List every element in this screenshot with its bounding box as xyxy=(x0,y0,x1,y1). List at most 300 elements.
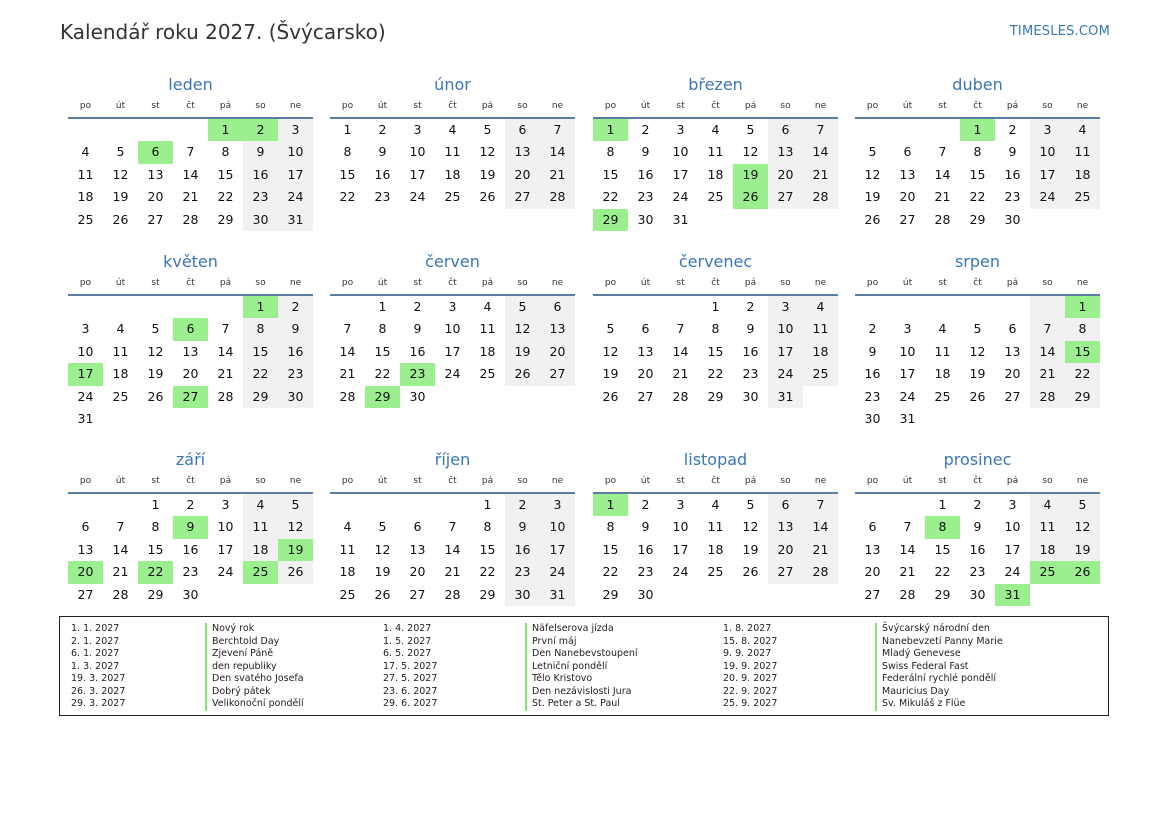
weekday-label: ne xyxy=(814,101,827,111)
day-cell: 14 xyxy=(1030,341,1065,363)
empty-cell xyxy=(400,494,435,516)
day-cell: 24 xyxy=(77,388,94,404)
day-cell: 20 xyxy=(1004,366,1021,382)
day-cell: 11 xyxy=(77,166,94,182)
day-cell: 6 xyxy=(505,119,540,141)
empty-cell xyxy=(68,119,103,141)
day-cell: 13 xyxy=(768,141,803,163)
day-cell: 19 xyxy=(147,366,164,382)
day-cell: 8 xyxy=(151,519,160,535)
month-name: květen xyxy=(163,252,218,271)
holiday-name: Tělo Kristovo xyxy=(525,673,592,686)
day-cell: 8 xyxy=(343,144,352,160)
month-2 xyxy=(593,74,838,231)
weekday-label: po xyxy=(604,278,617,288)
day-cell: 2 xyxy=(868,321,877,337)
day-cell: 23 xyxy=(505,561,540,583)
weekday-label: pá xyxy=(744,476,757,486)
holiday-name: Nanebevzetí Panny Marie xyxy=(875,636,1003,649)
day-cell: 7 xyxy=(803,494,838,516)
weekday-label: ne xyxy=(289,101,302,111)
weekday-label: st xyxy=(938,278,947,288)
month-10 xyxy=(593,449,838,606)
day-cell: 25 xyxy=(243,561,278,583)
empty-cell xyxy=(925,119,960,141)
empty-cell xyxy=(1065,408,1100,430)
day-cell: 4 xyxy=(938,321,947,337)
day-cell: 16 xyxy=(374,166,391,182)
weekday-label: pá xyxy=(481,278,494,288)
month-name: duben xyxy=(952,75,1003,94)
day-cell: 27 xyxy=(173,386,208,408)
day-cell: 17 xyxy=(1004,541,1021,557)
day-cell: 21 xyxy=(217,366,234,382)
day-cell: 6 xyxy=(903,144,912,160)
weekday-label: so xyxy=(255,101,266,111)
empty-cell xyxy=(208,584,243,606)
day-cell: 21 xyxy=(182,189,199,205)
day-cell: 16 xyxy=(637,166,654,182)
day-cell: 5 xyxy=(378,519,387,535)
holiday-date: 6. 1. 2027 xyxy=(71,648,120,659)
empty-cell xyxy=(365,494,400,516)
month-5 xyxy=(330,251,575,408)
day-cell: 7 xyxy=(221,321,230,337)
holiday-date: 25. 9. 2027 xyxy=(723,698,778,709)
weekday-label: út xyxy=(115,101,126,111)
day-cell: 17 xyxy=(409,166,426,182)
weekday-label: pá xyxy=(219,476,232,486)
day-cell: 15 xyxy=(969,166,986,182)
holiday-date: 15. 8. 2027 xyxy=(723,635,778,647)
weekday-header xyxy=(855,474,1100,494)
day-cell: 16 xyxy=(243,164,278,186)
weekday-label: čt xyxy=(711,476,720,486)
month-11 xyxy=(855,449,1100,606)
empty-cell xyxy=(855,119,890,141)
day-cell: 8 xyxy=(925,516,960,538)
day-cell: 22 xyxy=(243,363,278,385)
day-cell: 10 xyxy=(217,519,234,535)
day-cell: 19 xyxy=(374,564,391,580)
day-grid xyxy=(593,494,838,606)
day-cell: 4 xyxy=(81,144,90,160)
weekday-label: út xyxy=(640,278,651,288)
day-cell: 26 xyxy=(864,211,881,227)
day-cell: 23 xyxy=(637,189,654,205)
day-cell: 5 xyxy=(746,122,755,137)
month-name: leden xyxy=(168,75,213,94)
empty-cell xyxy=(138,408,173,430)
weekday-label: pá xyxy=(481,476,494,486)
empty-cell xyxy=(470,386,505,408)
day-cell: 5 xyxy=(505,296,540,318)
day-cell: 11 xyxy=(934,343,951,359)
day-cell: 12 xyxy=(147,343,164,359)
weekday-header xyxy=(855,99,1100,119)
empty-cell xyxy=(1030,209,1065,231)
day-cell: 30 xyxy=(409,388,426,404)
empty-cell xyxy=(628,296,663,318)
weekday-label: so xyxy=(255,278,266,288)
holiday-date: 9. 9. 2027 xyxy=(723,648,772,659)
holiday-name: Sv. Mikuláš z Flüe xyxy=(875,698,965,711)
day-cell: 3 xyxy=(903,321,912,337)
day-cell: 30 xyxy=(1004,211,1021,227)
weekday-label: st xyxy=(413,476,422,486)
day-cell: 24 xyxy=(444,366,461,382)
day-cell: 11 xyxy=(707,519,724,535)
day-cell: 26 xyxy=(479,189,496,205)
empty-cell xyxy=(208,296,243,318)
weekday-label: út xyxy=(115,278,126,288)
empty-cell xyxy=(593,296,628,318)
day-cell: 2 xyxy=(378,122,387,137)
day-cell: 26 xyxy=(278,561,313,583)
holiday-date: 22. 9. 2027 xyxy=(723,685,778,697)
weekday-label: pá xyxy=(219,278,232,288)
day-cell: 31 xyxy=(540,584,575,606)
empty-cell xyxy=(803,584,838,606)
empty-cell xyxy=(173,119,208,141)
weekday-label: po xyxy=(79,476,92,486)
day-cell: 4 xyxy=(483,299,492,314)
month-4 xyxy=(68,251,313,430)
day-cell: 29 xyxy=(365,386,400,408)
day-grid xyxy=(593,296,838,408)
day-cell: 18 xyxy=(444,166,461,182)
weekday-label: ne xyxy=(814,278,827,288)
empty-cell xyxy=(960,408,995,430)
month-7 xyxy=(855,251,1100,430)
weekday-label: st xyxy=(676,278,685,288)
day-cell: 25 xyxy=(803,363,838,385)
day-cell: 8 xyxy=(243,318,278,340)
day-cell: 27 xyxy=(540,363,575,385)
day-cell: 12 xyxy=(864,166,881,182)
day-cell: 25 xyxy=(444,189,461,205)
weekday-header xyxy=(593,99,838,119)
day-cell: 19 xyxy=(733,164,768,186)
day-cell: 28 xyxy=(339,388,356,404)
day-cell: 14 xyxy=(217,343,234,359)
day-grid xyxy=(68,494,313,606)
day-cell: 29 xyxy=(243,386,278,408)
day-cell: 15 xyxy=(339,166,356,182)
day-cell: 21 xyxy=(672,366,689,382)
day-cell: 11 xyxy=(444,144,461,160)
empty-cell xyxy=(995,296,1030,318)
day-cell: 28 xyxy=(899,586,916,602)
day-cell: 22 xyxy=(138,561,173,583)
day-cell: 19 xyxy=(505,341,540,363)
month-1 xyxy=(330,74,575,209)
holiday-name: První máj xyxy=(525,636,577,649)
day-cell: 29 xyxy=(1065,386,1100,408)
day-cell: 29 xyxy=(147,586,164,602)
day-cell: 5 xyxy=(483,122,492,137)
day-cell: 17 xyxy=(217,541,234,557)
day-cell: 29 xyxy=(602,586,619,602)
empty-cell xyxy=(243,584,278,606)
day-cell: 30 xyxy=(864,410,881,426)
empty-cell xyxy=(173,408,208,430)
holiday-date: 1. 5. 2027 xyxy=(383,635,432,647)
day-cell: 21 xyxy=(934,189,951,205)
weekday-label: ne xyxy=(289,476,302,486)
empty-cell xyxy=(663,296,698,318)
day-cell: 27 xyxy=(637,388,654,404)
weekday-header xyxy=(68,276,313,296)
day-cell: 19 xyxy=(112,189,129,205)
weekday-label: ne xyxy=(1076,476,1089,486)
day-cell: 9 xyxy=(1008,144,1017,160)
month-name: listopad xyxy=(683,450,748,469)
day-cell: 2 xyxy=(505,494,540,516)
day-cell: 30 xyxy=(742,388,759,404)
day-cell: 5 xyxy=(606,321,615,337)
day-cell: 10 xyxy=(77,343,94,359)
weekday-label: so xyxy=(780,101,791,111)
weekday-label: ne xyxy=(1076,101,1089,111)
day-cell: 28 xyxy=(803,561,838,583)
holiday-name: Zjevení Páně xyxy=(205,648,273,661)
day-cell: 23 xyxy=(1004,189,1021,205)
day-cell: 16 xyxy=(1004,166,1021,182)
day-cell: 6 xyxy=(540,296,575,318)
weekday-label: st xyxy=(676,101,685,111)
day-cell: 12 xyxy=(969,343,986,359)
day-cell: 7 xyxy=(803,119,838,141)
day-cell: 12 xyxy=(742,519,759,535)
day-cell: 24 xyxy=(768,363,803,385)
weekday-label: čt xyxy=(973,278,982,288)
day-cell: 17 xyxy=(68,363,103,385)
day-cell: 22 xyxy=(602,189,619,205)
holiday-date: 1. 8. 2027 xyxy=(723,623,772,634)
empty-cell xyxy=(330,296,365,318)
empty-cell xyxy=(103,119,138,141)
empty-cell xyxy=(890,119,925,141)
day-cell: 3 xyxy=(676,122,685,137)
day-cell: 10 xyxy=(540,516,575,538)
month-0 xyxy=(68,74,313,231)
day-cell: 4 xyxy=(116,321,125,337)
day-cell: 26 xyxy=(1065,561,1100,583)
empty-cell xyxy=(1065,209,1100,231)
weekday-label: út xyxy=(902,476,913,486)
day-cell: 15 xyxy=(217,166,234,182)
day-cell: 22 xyxy=(1065,363,1100,385)
day-cell: 26 xyxy=(505,363,540,385)
weekday-label: út xyxy=(640,101,651,111)
empty-cell xyxy=(540,386,575,408)
day-cell: 7 xyxy=(1030,318,1065,340)
weekday-label: čt xyxy=(448,278,457,288)
day-cell: 14 xyxy=(934,166,951,182)
day-cell: 7 xyxy=(186,144,195,160)
day-cell: 18 xyxy=(1065,164,1100,186)
month-name: březen xyxy=(688,75,743,94)
weekday-label: st xyxy=(938,101,947,111)
day-cell: 19 xyxy=(602,366,619,382)
day-cell: 29 xyxy=(593,209,628,231)
holiday-name: Federální rychlé pondělí xyxy=(875,673,996,686)
day-cell: 22 xyxy=(602,564,619,580)
day-cell: 14 xyxy=(540,141,575,163)
day-cell: 25 xyxy=(112,388,129,404)
weekday-label: čt xyxy=(448,476,457,486)
weekday-label: st xyxy=(413,101,422,111)
day-cell: 5 xyxy=(746,497,755,512)
weekday-label: so xyxy=(780,278,791,288)
day-cell: 29 xyxy=(479,586,496,602)
day-cell: 24 xyxy=(1030,186,1065,208)
day-cell: 14 xyxy=(112,541,129,557)
day-cell: 16 xyxy=(742,343,759,359)
day-cell: 3 xyxy=(768,296,803,318)
weekday-label: po xyxy=(341,101,354,111)
day-cell: 17 xyxy=(768,341,803,363)
day-cell: 17 xyxy=(672,541,689,557)
day-cell: 4 xyxy=(803,296,838,318)
day-cell: 15 xyxy=(1065,341,1100,363)
day-cell: 13 xyxy=(540,318,575,340)
weekday-label: po xyxy=(866,278,879,288)
empty-cell xyxy=(698,584,733,606)
month-8 xyxy=(68,449,313,606)
day-cell: 3 xyxy=(540,494,575,516)
day-cell: 3 xyxy=(221,497,230,512)
month-name: prosinec xyxy=(943,450,1012,469)
month-name: září xyxy=(175,450,206,469)
day-cell: 28 xyxy=(1030,386,1065,408)
day-cell: 8 xyxy=(606,519,615,535)
weekday-label: čt xyxy=(186,101,195,111)
empty-cell xyxy=(960,296,995,318)
day-cell: 25 xyxy=(707,189,724,205)
day-cell: 5 xyxy=(116,144,125,160)
day-cell: 9 xyxy=(746,321,755,337)
empty-cell xyxy=(733,209,768,231)
weekday-label: pá xyxy=(744,101,757,111)
day-cell: 27 xyxy=(768,186,803,208)
day-cell: 5 xyxy=(973,321,982,337)
day-cell: 27 xyxy=(899,211,916,227)
holiday-date: 19. 9. 2027 xyxy=(723,660,778,672)
site-link[interactable]: TIMESLES.COM xyxy=(1009,24,1110,39)
day-cell: 14 xyxy=(672,343,689,359)
day-cell: 16 xyxy=(864,366,881,382)
page-title: Kalendář roku 2027. (Švýcarsko) xyxy=(60,20,386,44)
day-cell: 2 xyxy=(278,296,313,318)
holiday-name: den republiky xyxy=(205,661,277,674)
day-cell: 6 xyxy=(138,141,173,163)
day-cell: 25 xyxy=(479,366,496,382)
day-cell: 31 xyxy=(995,584,1030,606)
empty-cell xyxy=(435,494,470,516)
day-cell: 19 xyxy=(742,541,759,557)
weekday-header xyxy=(855,276,1100,296)
weekday-label: út xyxy=(377,101,388,111)
weekday-label: čt xyxy=(973,101,982,111)
day-cell: 23 xyxy=(182,564,199,580)
day-cell: 1 xyxy=(343,122,352,137)
day-cell: 26 xyxy=(112,211,129,227)
day-cell: 16 xyxy=(505,539,540,561)
holiday-name: Näfelserova jízda xyxy=(525,623,614,636)
day-grid xyxy=(330,494,575,606)
holiday-date: 26. 3. 2027 xyxy=(71,685,126,697)
weekday-label: čt xyxy=(448,101,457,111)
day-cell: 4 xyxy=(711,122,720,137)
day-cell: 17 xyxy=(672,166,689,182)
day-cell: 9 xyxy=(278,318,313,340)
holiday-date: 6. 5. 2027 xyxy=(383,648,432,659)
weekday-label: so xyxy=(517,476,528,486)
day-cell: 12 xyxy=(505,318,540,340)
day-cell: 27 xyxy=(1004,388,1021,404)
day-cell: 10 xyxy=(1004,519,1021,535)
holiday-legend xyxy=(59,616,1109,716)
weekday-header xyxy=(330,276,575,296)
weekday-label: ne xyxy=(1076,278,1089,288)
day-cell: 15 xyxy=(602,541,619,557)
day-cell: 3 xyxy=(1030,119,1065,141)
day-cell: 25 xyxy=(707,564,724,580)
day-cell: 17 xyxy=(1030,164,1065,186)
day-cell: 8 xyxy=(483,519,492,535)
empty-cell xyxy=(855,296,890,318)
empty-cell xyxy=(138,119,173,141)
day-cell: 5 xyxy=(1065,494,1100,516)
day-cell: 14 xyxy=(182,166,199,182)
day-cell: 26 xyxy=(742,564,759,580)
day-cell: 28 xyxy=(672,388,689,404)
day-cell: 13 xyxy=(409,541,426,557)
day-cell: 9 xyxy=(505,516,540,538)
empty-cell xyxy=(855,494,890,516)
day-cell: 10 xyxy=(409,144,426,160)
day-cell: 1 xyxy=(483,497,492,512)
day-cell: 22 xyxy=(479,564,496,580)
day-cell: 23 xyxy=(243,186,278,208)
weekday-label: ne xyxy=(551,476,564,486)
day-cell: 7 xyxy=(903,519,912,535)
day-cell: 2 xyxy=(641,497,650,512)
day-cell: 2 xyxy=(186,497,195,512)
holiday-name: Swiss Federal Fast xyxy=(875,661,969,674)
day-cell: 23 xyxy=(400,363,435,385)
holiday-name: Švýcarský národní den xyxy=(875,623,990,636)
day-cell: 20 xyxy=(182,366,199,382)
empty-cell xyxy=(1030,584,1065,606)
day-cell: 12 xyxy=(742,144,759,160)
day-cell: 21 xyxy=(1030,363,1065,385)
day-cell: 25 xyxy=(339,586,356,602)
weekday-header xyxy=(330,99,575,119)
day-cell: 20 xyxy=(409,564,426,580)
day-cell: 15 xyxy=(479,541,496,557)
day-cell: 12 xyxy=(1065,516,1100,538)
day-cell: 5 xyxy=(868,144,877,160)
day-cell: 15 xyxy=(243,341,278,363)
day-cell: 25 xyxy=(1030,561,1065,583)
weekday-label: so xyxy=(517,101,528,111)
weekday-label: út xyxy=(902,101,913,111)
day-grid xyxy=(68,119,313,231)
empty-cell xyxy=(103,296,138,318)
